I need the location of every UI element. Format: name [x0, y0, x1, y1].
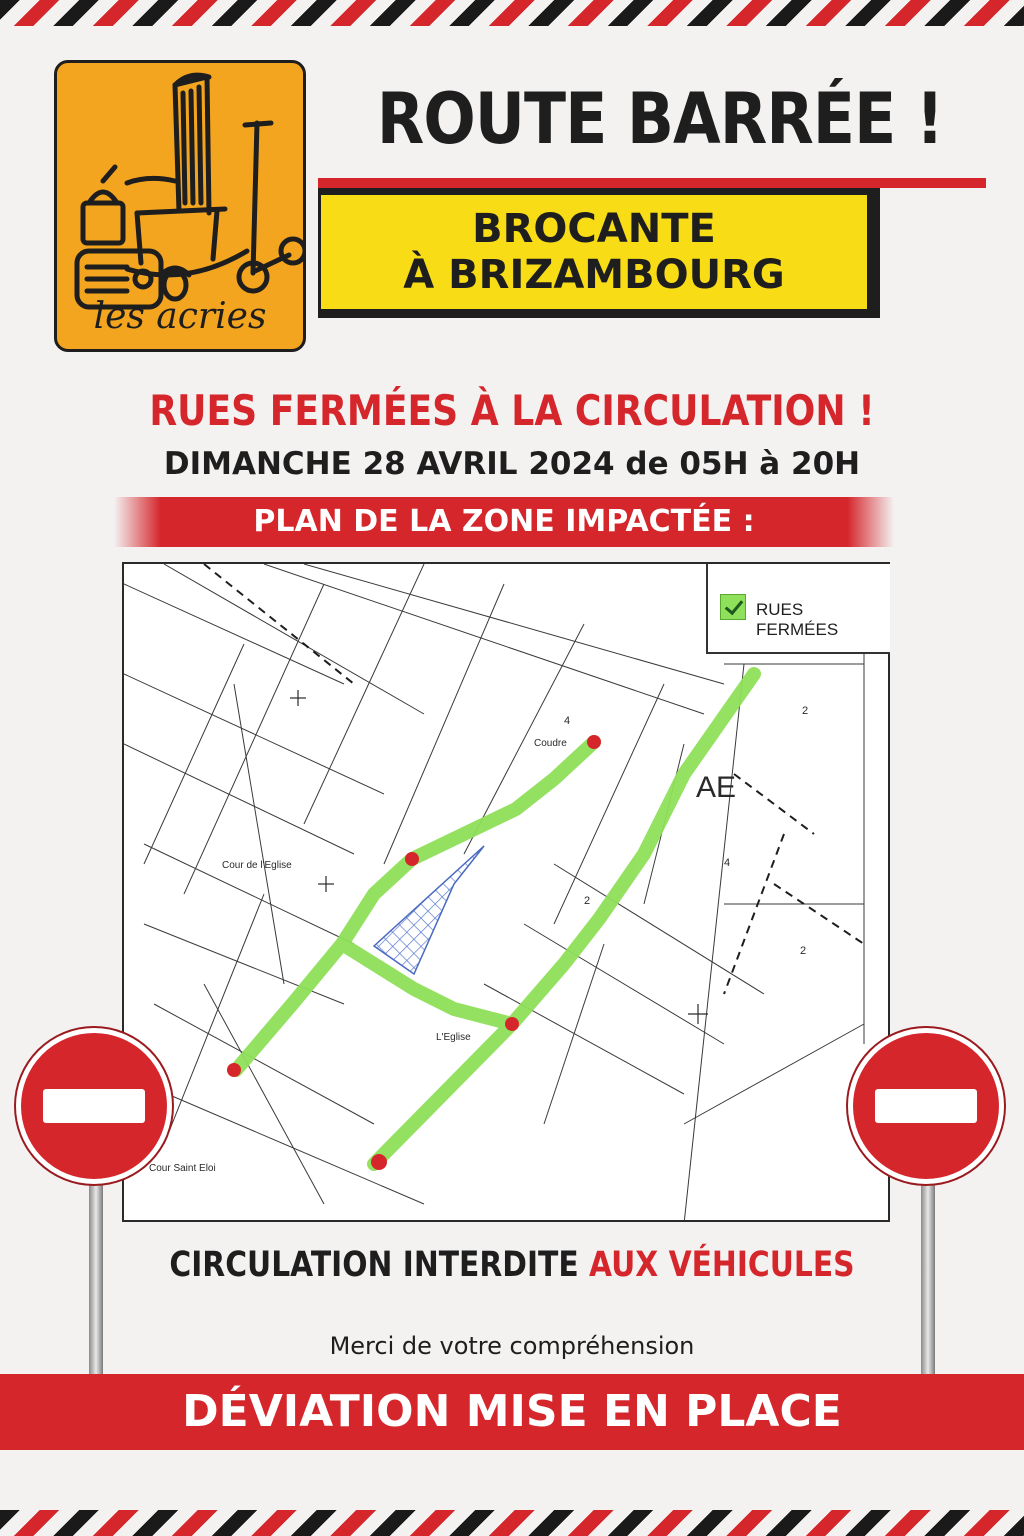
notice-part-2: AUX VÉHICULES — [589, 1245, 855, 1285]
no-entry-sign-icon — [16, 1028, 172, 1184]
no-entry-sign-icon — [848, 1028, 1004, 1184]
map-labels — [149, 705, 808, 1174]
parking-area — [374, 846, 484, 974]
event-line-1: BROCANTE — [472, 206, 716, 252]
legend-label: RUES FERMÉES — [756, 600, 839, 639]
vehicle-notice — [77, 1245, 947, 1285]
closed-streets — [236, 674, 754, 1164]
logo-text: les acries — [93, 296, 267, 337]
thanks-text: Merci de votre compréhension — [329, 1332, 695, 1360]
label-section-ae: AE — [696, 771, 737, 804]
label-parcel-4b: 4 — [564, 715, 571, 727]
label-cour-saint-eloi: Cour Saint Eloi — [149, 1163, 216, 1174]
parcel-lines — [124, 564, 864, 1220]
label-parcel-2a: 2 — [802, 705, 809, 717]
event-line-2: À BRIZAMBOURG — [403, 252, 785, 298]
label-cour-eglise: Cour de l'Eglise — [222, 860, 292, 871]
top-hazard-stripe — [0, 0, 1024, 26]
page-title: ROUTE BARRÉE ! — [376, 78, 944, 160]
deviation-banner: DÉVIATION MISE EN PLACE — [0, 1374, 1024, 1450]
event-box — [318, 192, 870, 312]
label-parcel-4a: 4 — [724, 857, 731, 869]
title-underline — [318, 178, 986, 188]
closure-headline: RUES FERMÉES À LA CIRCULATION ! — [149, 386, 875, 435]
checkmark-icon — [720, 594, 746, 620]
bottom-hazard-stripe — [0, 1510, 1024, 1536]
label-parcel-2b: 2 — [800, 945, 807, 957]
closure-date: DIMANCHE 28 AVRIL 2024 de 05H à 20H — [163, 446, 861, 482]
label-coudre: Coudre — [534, 738, 567, 749]
map-section-title: PLAN DE LA ZONE IMPACTÉE : — [114, 497, 894, 547]
notice-part-1: CIRCULATION INTERDITE — [169, 1245, 579, 1285]
cadastral-map — [124, 564, 888, 1220]
map-legend — [706, 564, 890, 654]
label-parcel-2c: 2 — [584, 895, 591, 907]
closure-map — [122, 562, 890, 1222]
logo — [54, 60, 306, 352]
label-eglise: L'Eglise — [436, 1032, 471, 1043]
